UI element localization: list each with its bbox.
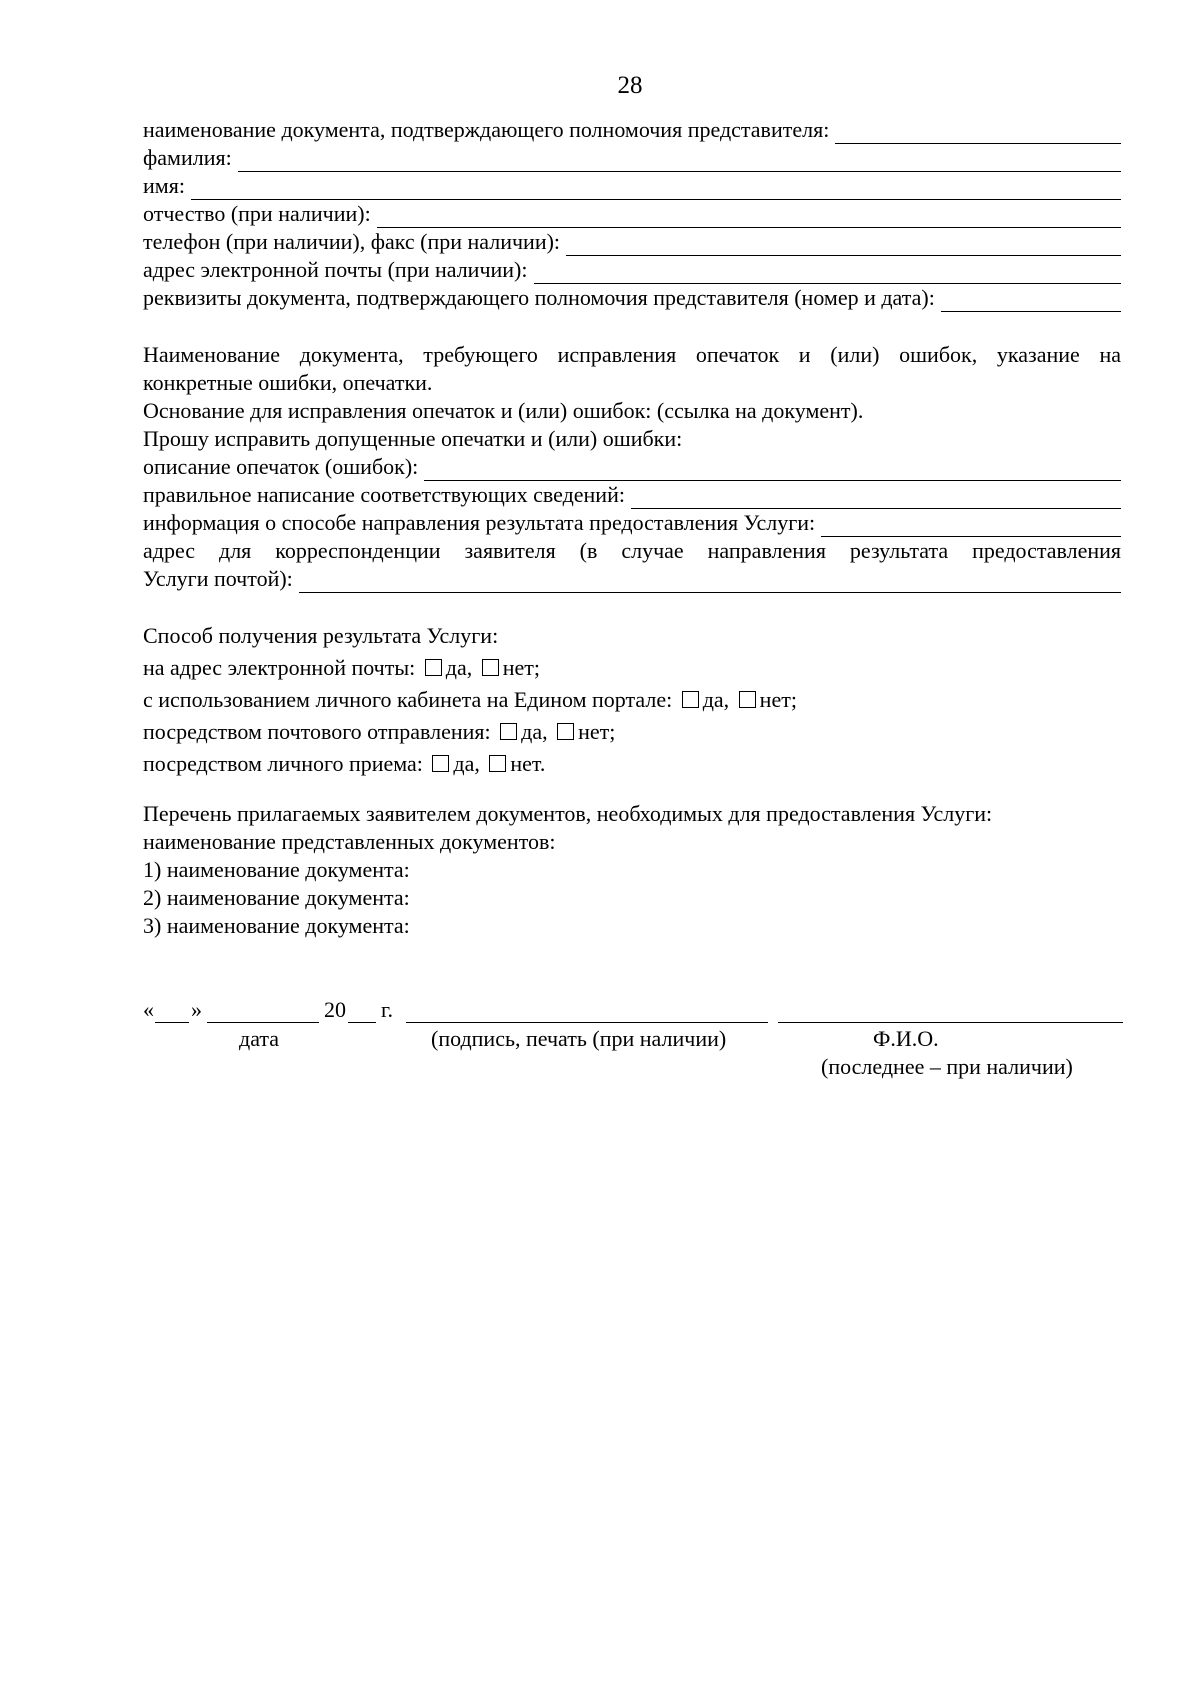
representative-section xyxy=(143,116,1121,312)
attachment-item-label: 1) наименование документа: xyxy=(143,857,410,882)
checkbox-personal-no[interactable] xyxy=(489,755,506,772)
correct-spelling-row xyxy=(143,481,1121,509)
receipt-option-personal-label: посредством личного приема: xyxy=(143,751,423,776)
signature-caption: (подпись, печать (при наличии) xyxy=(431,1026,727,1051)
signature-section xyxy=(143,998,1123,1088)
yes-label: да, xyxy=(521,719,548,744)
checkbox-mail-no[interactable] xyxy=(557,723,574,740)
page-number: 28 xyxy=(617,72,643,99)
correct-spelling-field[interactable] xyxy=(631,488,1121,509)
receipt-option-portal xyxy=(143,684,1121,716)
rep-surname-label: фамилия: xyxy=(143,145,232,170)
delivery-info-label: информация о способе направления результата предоставления Услуги: xyxy=(143,510,816,535)
correction-request-text: Прошу исправить допущенные опечатки и (или) ошибки: xyxy=(143,426,683,451)
rep-surname-row xyxy=(143,144,1121,172)
correction-basis xyxy=(143,397,1121,425)
attachments-section xyxy=(143,800,1121,940)
rep-name-row xyxy=(143,172,1121,200)
no-label: нет; xyxy=(759,687,797,712)
attachment-item[interactable] xyxy=(143,856,1121,884)
attachment-item[interactable] xyxy=(143,912,1121,940)
error-description-field[interactable] xyxy=(424,460,1121,481)
checkbox-email-yes[interactable] xyxy=(425,659,442,676)
year-field[interactable] xyxy=(348,998,376,1023)
signature-field[interactable] xyxy=(406,998,768,1023)
yes-label: да, xyxy=(453,751,480,776)
rep-phone-label: телефон (при наличии), факс (при наличии): xyxy=(143,229,561,254)
rep-doc-details-field[interactable] xyxy=(941,291,1121,312)
correct-spelling-label: правильное написание соответствующих сведений: xyxy=(143,482,625,507)
receipt-option-email xyxy=(143,652,1121,684)
correction-para-line2-text: конкретные ошибки, опечатки. xyxy=(143,370,433,395)
quote-open: « xyxy=(143,997,154,1022)
month-field[interactable] xyxy=(207,998,319,1023)
correction-section xyxy=(143,341,1121,593)
error-description-label: описание опечаток (ошибок): xyxy=(143,454,419,479)
rep-email-field[interactable] xyxy=(534,263,1122,284)
no-label: нет; xyxy=(578,719,616,744)
checkbox-mail-yes[interactable] xyxy=(500,723,517,740)
address-line1: адрес для корреспонденции заявителя (в случае направления результата предоставления xyxy=(143,538,1121,563)
checkbox-personal-yes[interactable] xyxy=(432,755,449,772)
receipt-option-portal-label: с использованием личного кабинета на Едином портале: xyxy=(143,687,673,712)
receipt-option-mail xyxy=(143,716,1121,748)
attachments-heading xyxy=(143,800,1121,828)
correction-request xyxy=(143,425,1121,453)
year-prefix: 20 xyxy=(324,997,346,1022)
rep-email-label: адрес электронной почты (при наличии): xyxy=(143,257,528,282)
year-suffix: г. xyxy=(381,997,394,1022)
receipt-option-email-label: на адрес электронной почты: xyxy=(143,655,416,680)
checkbox-email-no[interactable] xyxy=(482,659,499,676)
rep-phone-field[interactable] xyxy=(566,235,1121,256)
correction-para-line2 xyxy=(143,369,1121,397)
rep-doc-details-row xyxy=(143,284,1121,312)
fio-note: (последнее – при наличии) xyxy=(821,1054,1073,1079)
rep-doc-name-field[interactable] xyxy=(835,123,1121,144)
attachments-subheading-text: наименование представленных документов: xyxy=(143,829,556,854)
rep-doc-details-label: реквизиты документа, подтверждающего полномочия представителя (номер и дата): xyxy=(143,285,935,310)
receipt-heading: Способ получения результата Услуги: xyxy=(143,623,499,648)
checkbox-portal-no[interactable] xyxy=(739,691,756,708)
rep-patronymic-field[interactable] xyxy=(377,207,1121,228)
date-caption: дата xyxy=(239,1026,280,1051)
attachments-subheading xyxy=(143,828,1121,856)
day-field[interactable] xyxy=(155,998,189,1023)
yes-label: да, xyxy=(702,687,730,712)
no-label: нет. xyxy=(510,751,546,776)
checkbox-portal-yes[interactable] xyxy=(682,691,699,708)
receipt-option-personal xyxy=(143,748,1121,780)
rep-doc-name-row xyxy=(143,116,1121,144)
yes-label: да, xyxy=(445,655,473,680)
address-field[interactable] xyxy=(299,572,1121,593)
delivery-info-field[interactable] xyxy=(821,516,1121,537)
attachment-item-label: 2) наименование документа: xyxy=(143,885,410,910)
rep-phone-row xyxy=(143,228,1121,256)
rep-name-field[interactable] xyxy=(191,179,1121,200)
rep-doc-name-label: наименование документа, подтверждающего полномочия представителя: xyxy=(143,117,830,142)
address-row xyxy=(143,565,1121,593)
attachments-heading-text: Перечень прилагаемых заявителем документов, необходимых для предоставления Услуги: xyxy=(143,801,993,826)
rep-patronymic-row xyxy=(143,200,1121,228)
fio-field[interactable] xyxy=(778,998,1123,1023)
rep-email-row xyxy=(143,256,1121,284)
error-description-row xyxy=(143,453,1121,481)
fio-caption: Ф.И.О. xyxy=(873,1026,939,1051)
address-label: Услуги почтой): xyxy=(143,566,293,591)
receipt-section xyxy=(143,620,1121,780)
attachment-item[interactable] xyxy=(143,884,1121,912)
no-label: нет; xyxy=(502,655,540,680)
receipt-option-mail-label: посредством почтового отправления: xyxy=(143,719,491,744)
correction-basis-text: Основание для исправления опечаток и (или) ошибок: (ссылка на документ). xyxy=(143,398,864,423)
delivery-info-row xyxy=(143,509,1121,537)
correction-para-line1: Наименование документа, требующего исправления опечаток и (или) ошибок, указание на xyxy=(143,342,1121,367)
quote-close: » xyxy=(191,997,202,1022)
rep-name-label: имя: xyxy=(143,173,185,198)
attachment-item-label: 3) наименование документа: xyxy=(143,913,410,938)
rep-patronymic-label: отчество (при наличии): xyxy=(143,201,371,226)
rep-surname-field[interactable] xyxy=(238,151,1121,172)
